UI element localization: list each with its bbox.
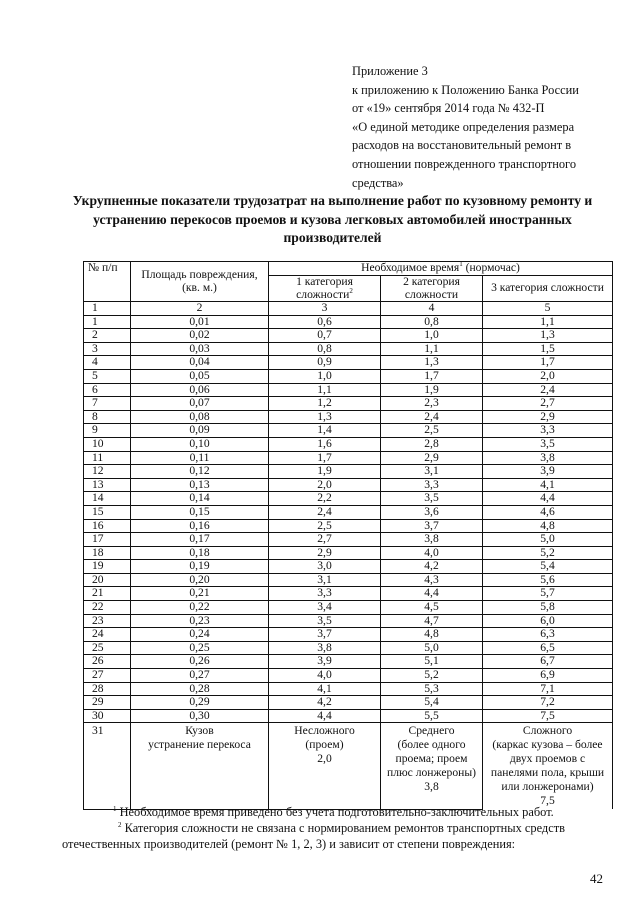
cell-category-3: 3,3 xyxy=(483,424,613,438)
cell-number: 7 xyxy=(84,397,131,411)
cell-area: 0,13 xyxy=(131,478,269,492)
cell-line: Сложного xyxy=(522,724,573,738)
header-number: № п/п xyxy=(84,262,131,302)
cell-category-3: 7,1 xyxy=(483,682,613,696)
cell-area: 0,03 xyxy=(131,342,269,356)
cell-category-2: 0,8 xyxy=(381,315,483,329)
cell-area: 0,04 xyxy=(131,356,269,370)
cell-line: проема; проем xyxy=(395,752,468,766)
cell-number: 4 xyxy=(84,356,131,370)
header-time-unit: (нормочас) xyxy=(465,261,520,275)
cell-area: 0,28 xyxy=(131,682,269,696)
cell-category-2: 5,4 xyxy=(381,696,483,710)
cell-category-3 xyxy=(483,723,613,810)
cell-line: Кузов xyxy=(185,724,214,738)
table-row xyxy=(84,696,613,710)
cell-number: 3 xyxy=(84,342,131,356)
cell-category-3: 5,4 xyxy=(483,560,613,574)
cell-category-1: 1,9 xyxy=(269,465,381,479)
cell-category-1: 1,6 xyxy=(269,437,381,451)
cell-category-3: 5,8 xyxy=(483,601,613,615)
cell-line: панелями пола, крыши xyxy=(490,766,605,780)
cell-number: 16 xyxy=(84,519,131,533)
cell-area: 0,14 xyxy=(131,492,269,506)
cell-category-2: 5,2 xyxy=(381,669,483,683)
cell-category-3: 5,6 xyxy=(483,573,613,587)
header-time-label: Необходимое время xyxy=(361,261,460,275)
cell-area: 0,07 xyxy=(131,397,269,411)
column-number: 1 xyxy=(84,302,131,316)
cell-number: 22 xyxy=(84,601,131,615)
cell-area: 0,12 xyxy=(131,465,269,479)
cell-category-2: 4,3 xyxy=(381,573,483,587)
cell-category-2: 3,3 xyxy=(381,478,483,492)
cell-number: 9 xyxy=(84,424,131,438)
table-row xyxy=(84,478,613,492)
cell-category-3: 1,3 xyxy=(483,329,613,343)
cell-number: 10 xyxy=(84,437,131,451)
table-row xyxy=(84,614,613,628)
cell-category-2: 4,7 xyxy=(381,614,483,628)
cell-category-2: 2,5 xyxy=(381,424,483,438)
footnote-ref-2: 2 xyxy=(349,286,353,295)
cell-area: 0,15 xyxy=(131,505,269,519)
cell-category-3: 7,5 xyxy=(483,709,613,723)
title-line: Укрупненные показатели трудозатрат на выполнение работ по кузовному ремонту и xyxy=(72,193,593,208)
table-row xyxy=(84,628,613,642)
cell-number: 5 xyxy=(84,369,131,383)
cell-category-1: 3,9 xyxy=(269,655,381,669)
cell-category-3: 4,8 xyxy=(483,519,613,533)
cell-category-1: 2,4 xyxy=(269,505,381,519)
title-line: производителей xyxy=(283,230,382,246)
cell-area: 0,17 xyxy=(131,533,269,547)
cell-category-3: 2,7 xyxy=(483,397,613,411)
footnote-1-mark: 1 xyxy=(113,804,117,813)
cell-category-2: 1,3 xyxy=(381,356,483,370)
cell-category-3: 2,9 xyxy=(483,410,613,424)
cell-number: 23 xyxy=(84,614,131,628)
appendix-line: расходов на восстановительный ремонт в xyxy=(352,138,572,153)
cell-category-3: 3,8 xyxy=(483,451,613,465)
cell-area: 0,30 xyxy=(131,709,269,723)
cell-line: или лонжеронами) xyxy=(501,780,594,794)
appendix-reference xyxy=(352,62,614,192)
cell-category-1: 0,6 xyxy=(269,315,381,329)
cell-area: 0,01 xyxy=(131,315,269,329)
cell-category-2: 1,9 xyxy=(381,383,483,397)
cell-line: 2,0 xyxy=(317,752,332,766)
cell-number: 17 xyxy=(84,533,131,547)
cell-category-1: 3,1 xyxy=(269,573,381,587)
cell-area: 0,20 xyxy=(131,573,269,587)
cell-number: 31 xyxy=(84,723,131,810)
table-row xyxy=(84,437,613,451)
cell-number: 8 xyxy=(84,410,131,424)
appendix-line: к приложению к Положению Банка России xyxy=(352,82,579,97)
cell-number: 12 xyxy=(84,465,131,479)
cell-category-3: 4,1 xyxy=(483,478,613,492)
cell-category-2: 2,3 xyxy=(381,397,483,411)
cell-category-2: 4,5 xyxy=(381,601,483,615)
cell-number: 28 xyxy=(84,682,131,696)
cell-number: 15 xyxy=(84,505,131,519)
cell-category-1 xyxy=(269,723,381,810)
table-row xyxy=(84,465,613,479)
cell-area: 0,06 xyxy=(131,383,269,397)
table-row xyxy=(84,315,613,329)
cell-category-2: 2,4 xyxy=(381,410,483,424)
cell-line: (более одного xyxy=(397,738,466,752)
page-number: 42 xyxy=(590,871,603,886)
table-row xyxy=(84,669,613,683)
title-line: устранению перекосов проемов и кузова легковых автомобилей иностранных xyxy=(93,211,572,227)
footnotes xyxy=(62,804,617,852)
cell-category-1: 3,3 xyxy=(269,587,381,601)
table-row xyxy=(84,424,613,438)
column-number: 3 xyxy=(269,302,381,316)
cell-area: 0,26 xyxy=(131,655,269,669)
cell-category-1: 1,4 xyxy=(269,424,381,438)
table-row xyxy=(84,519,613,533)
cell-category-1: 2,7 xyxy=(269,533,381,547)
cell-area: 0,05 xyxy=(131,369,269,383)
cell-area: 0,09 xyxy=(131,424,269,438)
table-row xyxy=(84,356,613,370)
cell-line: плюс лонжероны) xyxy=(387,766,476,780)
table-row xyxy=(84,601,613,615)
footnote-2-text: Категория сложности не связана с нормированием ремонтов транспортных средств отечественных производителей (ремонт № 1, 2, 3) и зависит от степени повреждения: xyxy=(62,821,565,851)
cell-number: 2 xyxy=(84,329,131,343)
table-row xyxy=(84,342,613,356)
table-row xyxy=(84,505,613,519)
cell-category-3: 5,7 xyxy=(483,587,613,601)
cell-category-1: 2,0 xyxy=(269,478,381,492)
cell-area: 0,25 xyxy=(131,641,269,655)
appendix-line: средства» xyxy=(352,175,404,190)
cell-area: 0,10 xyxy=(131,437,269,451)
cell-category-1: 1,3 xyxy=(269,410,381,424)
cell-number: 26 xyxy=(84,655,131,669)
cell-area: 0,11 xyxy=(131,451,269,465)
table-row xyxy=(84,397,613,411)
table-row xyxy=(84,587,613,601)
cell-line: 7,5 xyxy=(540,794,555,808)
table-row xyxy=(84,641,613,655)
cell-category-3: 5,2 xyxy=(483,546,613,560)
cell-area: 0,23 xyxy=(131,614,269,628)
cell-category-2: 4,4 xyxy=(381,587,483,601)
column-number: 2 xyxy=(131,302,269,316)
cell-number: 30 xyxy=(84,709,131,723)
cell-category-3: 1,7 xyxy=(483,356,613,370)
cell-category-1: 2,2 xyxy=(269,492,381,506)
cell-category-1: 0,8 xyxy=(269,342,381,356)
cell-category-3: 6,7 xyxy=(483,655,613,669)
cell-category-2: 1,1 xyxy=(381,342,483,356)
footnote-1 xyxy=(62,804,617,820)
cell-category-2: 3,6 xyxy=(381,505,483,519)
cell-category-3: 6,9 xyxy=(483,669,613,683)
cell-category-1: 1,1 xyxy=(269,383,381,397)
cell-number: 6 xyxy=(84,383,131,397)
table-row xyxy=(84,560,613,574)
cell-category-3: 2,4 xyxy=(483,383,613,397)
cell-category-1: 0,7 xyxy=(269,329,381,343)
cell-category-3: 6,0 xyxy=(483,614,613,628)
cell-category-1: 1,0 xyxy=(269,369,381,383)
cell-line: Среднего xyxy=(408,724,455,738)
cell-line: Несложного xyxy=(294,724,355,738)
table-row xyxy=(84,655,613,669)
cell-number: 13 xyxy=(84,478,131,492)
cell-area: 0,08 xyxy=(131,410,269,424)
cell-number: 11 xyxy=(84,451,131,465)
cell-category-1: 4,2 xyxy=(269,696,381,710)
cell-category-1: 2,5 xyxy=(269,519,381,533)
cell-number: 25 xyxy=(84,641,131,655)
cell-category-1: 1,7 xyxy=(269,451,381,465)
header-required-time xyxy=(269,262,613,276)
cell-category-1: 4,4 xyxy=(269,709,381,723)
header-area: Площадь повреждения, (кв. м.) xyxy=(131,262,269,302)
cell-category-2: 3,1 xyxy=(381,465,483,479)
cell-number: 29 xyxy=(84,696,131,710)
labor-norms-table xyxy=(83,261,613,810)
document-title xyxy=(70,192,595,248)
table-row xyxy=(84,533,613,547)
cell-category-2: 3,5 xyxy=(381,492,483,506)
table-row xyxy=(84,383,613,397)
table-row xyxy=(84,329,613,343)
cell-category-2: 4,0 xyxy=(381,546,483,560)
cell-line: 3,8 xyxy=(424,780,439,794)
cell-number: 20 xyxy=(84,573,131,587)
cell-category-1: 4,0 xyxy=(269,669,381,683)
cell-line: (проем) xyxy=(305,738,344,752)
cell-number: 24 xyxy=(84,628,131,642)
cell-number: 19 xyxy=(84,560,131,574)
header-category-3: 3 категория сложности xyxy=(483,276,613,302)
table-row xyxy=(84,573,613,587)
cell-area: 0,21 xyxy=(131,587,269,601)
table-row-body-frame xyxy=(84,723,613,810)
cell-category-3: 7,2 xyxy=(483,696,613,710)
appendix-line: отношении поврежденного транспортного xyxy=(352,156,577,171)
column-number: 5 xyxy=(483,302,613,316)
cell-category-2: 3,7 xyxy=(381,519,483,533)
cell-category-2: 4,2 xyxy=(381,560,483,574)
table-row xyxy=(84,369,613,383)
table-row xyxy=(84,682,613,696)
table-body xyxy=(84,315,613,723)
footnote-2 xyxy=(62,820,617,852)
cell-line: (каркас кузова – более xyxy=(492,738,603,752)
cell-number: 18 xyxy=(84,546,131,560)
cell-category-1: 3,0 xyxy=(269,560,381,574)
cell-area: 0,22 xyxy=(131,601,269,615)
column-number: 4 xyxy=(381,302,483,316)
cell-category-3: 1,1 xyxy=(483,315,613,329)
appendix-line: Приложение 3 xyxy=(352,64,428,78)
table-row xyxy=(84,709,613,723)
cell-category-3: 4,6 xyxy=(483,505,613,519)
cell-category-2: 5,3 xyxy=(381,682,483,696)
cell-category-2: 2,8 xyxy=(381,437,483,451)
cell-category-2: 5,5 xyxy=(381,709,483,723)
cell-area: 0,29 xyxy=(131,696,269,710)
cell-category-2: 1,7 xyxy=(381,369,483,383)
cell-category-1: 4,1 xyxy=(269,682,381,696)
header-category-1-label: 1 категория сложности xyxy=(296,275,353,301)
cell-area: 0,16 xyxy=(131,519,269,533)
cell-line: двух проемов с xyxy=(509,752,586,766)
footnote-2-mark: 2 xyxy=(118,820,122,829)
cell-area xyxy=(131,723,269,810)
cell-category-2: 2,9 xyxy=(381,451,483,465)
cell-category-1: 0,9 xyxy=(269,356,381,370)
cell-category-1: 1,2 xyxy=(269,397,381,411)
cell-category-1: 3,4 xyxy=(269,601,381,615)
appendix-line: «О единой методике определения размера xyxy=(352,119,575,134)
header-category-2: 2 категория сложности xyxy=(381,276,483,302)
table-row xyxy=(84,410,613,424)
table-row xyxy=(84,451,613,465)
cell-category-3: 6,3 xyxy=(483,628,613,642)
cell-category-3: 1,5 xyxy=(483,342,613,356)
cell-category-1: 3,8 xyxy=(269,641,381,655)
cell-category-2: 5,0 xyxy=(381,641,483,655)
header-category-1 xyxy=(269,276,381,302)
footnote-1-text: Необходимое время приведено без учета подготовительно-заключительных работ. xyxy=(119,805,554,819)
table-row xyxy=(84,546,613,560)
cell-area: 0,18 xyxy=(131,546,269,560)
cell-category-1: 2,9 xyxy=(269,546,381,560)
cell-line: устранение перекоса xyxy=(148,738,251,752)
cell-category-3: 6,5 xyxy=(483,641,613,655)
cell-category-3: 5,0 xyxy=(483,533,613,547)
cell-category-2: 1,0 xyxy=(381,329,483,343)
appendix-line: от «19» сентября 2014 года № 432-П xyxy=(352,101,545,116)
cell-category-3: 2,0 xyxy=(483,369,613,383)
cell-category-2: 3,8 xyxy=(381,533,483,547)
table-row xyxy=(84,492,613,506)
cell-area: 0,19 xyxy=(131,560,269,574)
cell-category-2: 4,8 xyxy=(381,628,483,642)
cell-category-2 xyxy=(381,723,483,810)
cell-area: 0,24 xyxy=(131,628,269,642)
cell-area: 0,02 xyxy=(131,329,269,343)
cell-number: 21 xyxy=(84,587,131,601)
cell-area: 0,27 xyxy=(131,669,269,683)
cell-number: 14 xyxy=(84,492,131,506)
cell-category-3: 3,5 xyxy=(483,437,613,451)
column-number-row xyxy=(84,302,613,316)
cell-category-1: 3,7 xyxy=(269,628,381,642)
cell-category-2: 5,1 xyxy=(381,655,483,669)
cell-category-3: 4,4 xyxy=(483,492,613,506)
cell-number: 27 xyxy=(84,669,131,683)
cell-number: 1 xyxy=(84,315,131,329)
cell-category-3: 3,9 xyxy=(483,465,613,479)
cell-category-1: 3,5 xyxy=(269,614,381,628)
footnote-ref-1: 1 xyxy=(459,261,463,269)
